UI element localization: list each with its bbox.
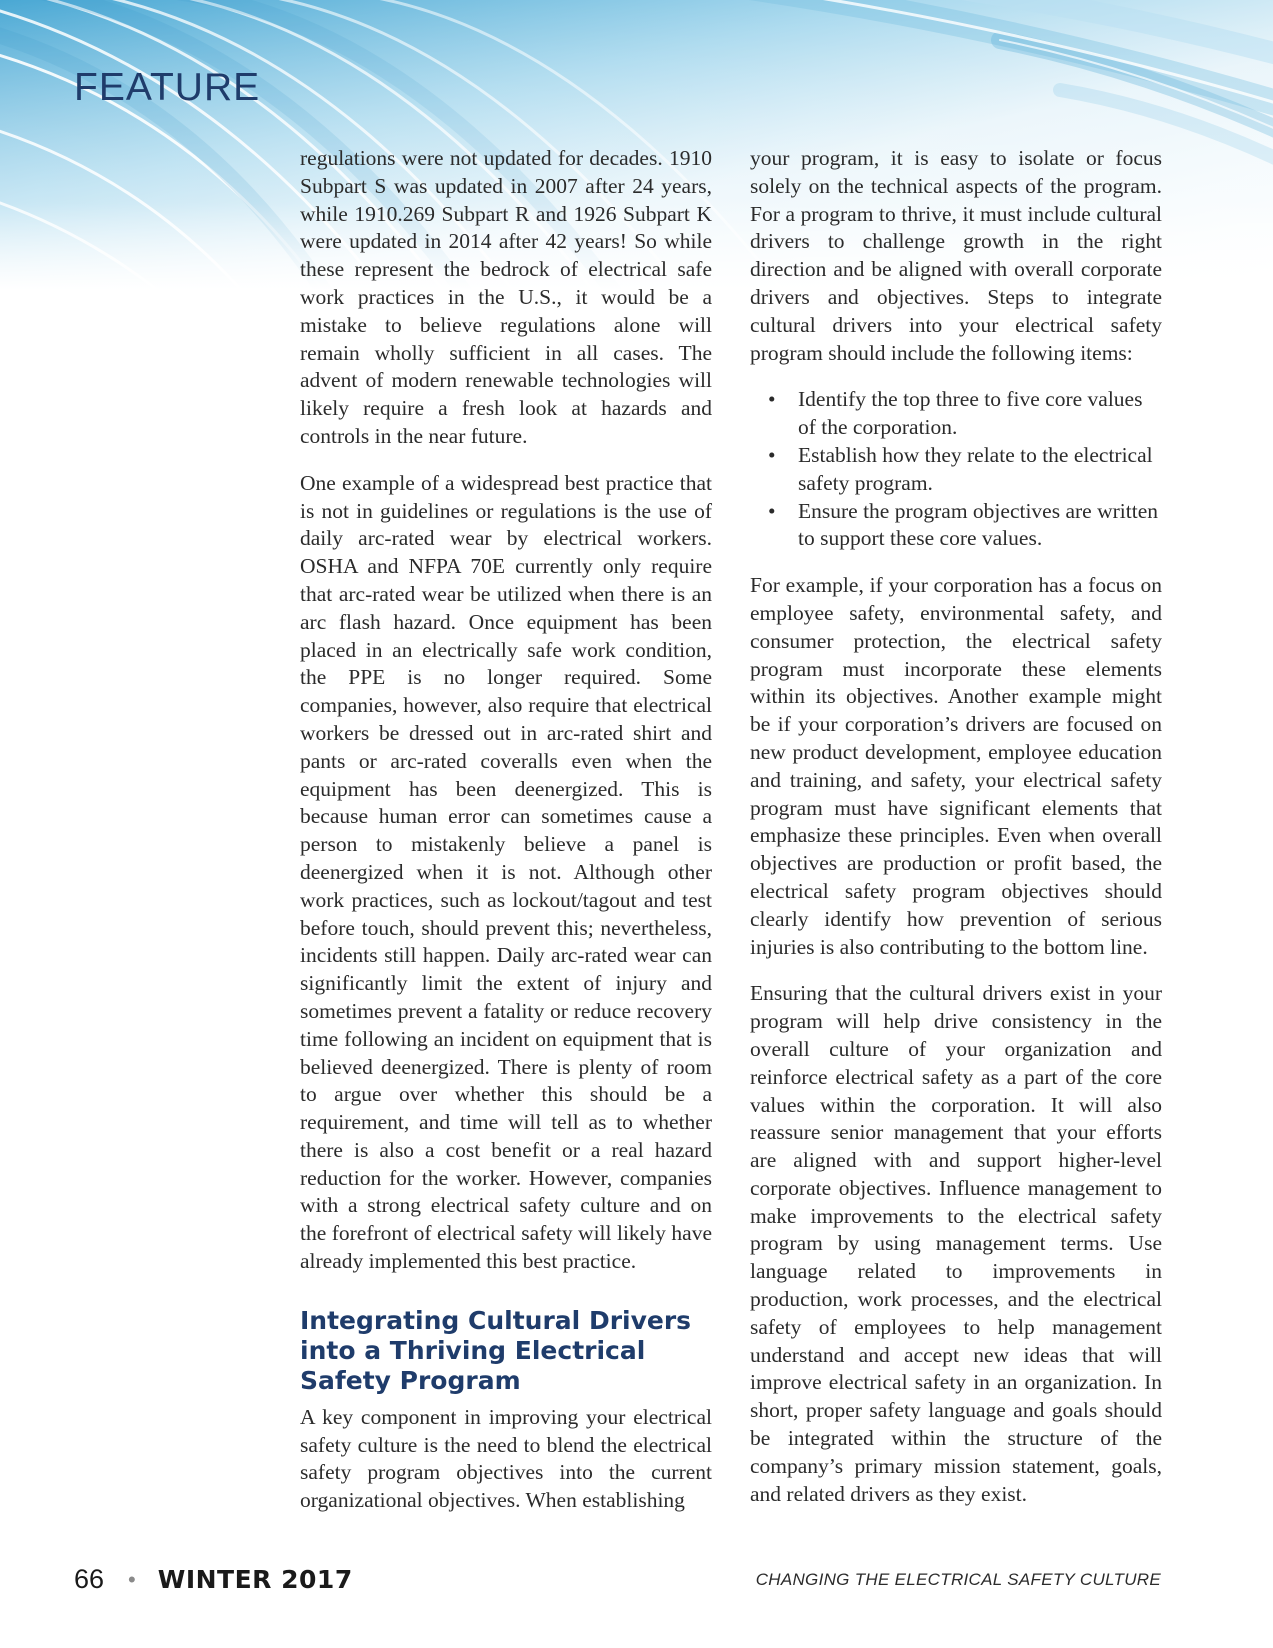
body-paragraph: A key component in improving your electrical safety culture is the need to blend the electrical safety program objectives into the current organizational objectives. When establishing	[300, 1404, 712, 1513]
page-number: 66	[74, 1564, 105, 1594]
body-paragraph: One example of a widespread best practice that is not in guidelines or regulations is the use of daily arc-rated wear by electrical workers. OSHA and NFPA 70E currently only require that arc-rated wear be utilized when there is an arc flash hazard. Once equipment has been placed in an electrically safe work condition, the PPE is no longer required. Some companies, however, also require that electrical workers be dressed out in arc-rated shirt and pants or arc-rated coveralls even when the equipment has been deenergized. This is because human error can sometimes cause a person to mistakenly believe a panel is deenergized when it is not. Although other work practices, such as lockout/tagout and test before touch, should prevent this; nevertheless, incidents still happen. Daily arc-rated wear can significantly limit the extent of injury and sometimes prevent a fatality or reduce recovery time following an incident on equipment that is believed deenergized. There is plenty of room to argue over whether this should be a requirement, and time will tell as to whether there is also a cost benefit or a real hazard reduction for the worker. However, companies with a strong electrical safety culture and on the forefront of electrical safety will likely have already implemented this best practice.	[300, 470, 712, 1274]
body-paragraph: your program, it is easy to isolate or focus solely on the technical aspects of the program. For a program to thrive, it must include cultural drivers to challenge growth in the right direction and be aligned with overall corporate drivers and objectives. Steps to integrate cultural drivers into your electrical safety program should include the following items:	[750, 146, 1162, 365]
issue-label: WINTER 2017	[157, 1565, 353, 1594]
right-column	[750, 145, 1162, 1527]
footer-separator: •	[128, 1566, 136, 1592]
body-paragraph: Ensuring that the cultural drivers exist in your program will help drive consistency in the overall culture of your organization and reinforce electrical safety as a part of the core values within the corporation. It will also reassure senior management that your efforts are aligned with and support higher-level corporate objectives. Influence management to make improvements to the electrical safety program by using management terms. Use language related to improvements in production, work processes, and the electrical safety of employees to help management understand and accept new ideas that will improve electrical safety in an organization. In short, proper safety language and goals should be integrated within the structure of the company’s primary mission statement, goals, and related drivers as they exist.	[750, 981, 1162, 1506]
list-item: • Identify the top three to five core values of the corporation.	[798, 386, 1162, 442]
section-heading: Integrating Cultural Drivers into a Thriving Electrical Safety Program	[300, 1305, 692, 1395]
running-title: CHANGING THE ELECTRICAL SAFETY CULTURE	[755, 1570, 1161, 1589]
body-paragraph: regulations were not updated for decades. 1910 Subpart S was updated in 2007 after 24 years, while 1910.269 Subpart R and 1926 Subpart K were updated in 2014 after 42 years! So while these represent the bedrock of electrical safe work practices in the U.S., it would be a mistake to believe regulations alone will remain wholly sufficient in all cases. The advent of modern renewable technologies will likely require a fresh look at hazards and controls in the near future.	[300, 146, 712, 448]
list-item: • Establish how they relate to the electrical safety program.	[798, 442, 1162, 498]
list-item: • Ensure the program objectives are written to support these core values.	[798, 498, 1162, 554]
body-paragraph: For example, if your corporation has a focus on employee safety, environmental safety, and consumer protection, the electrical safety program must incorporate these elements within its objectives. Another example might be if your corporation’s drivers are focused on new product development, employee education and training, and safety, your electrical safety program must have significant elements that emphasize these principles. Even when overall objectives are production or profit based, the electrical safety program objectives should clearly identify how prevention of serious injuries is also contributing to the bottom line.	[750, 573, 1162, 959]
left-column	[300, 145, 712, 1534]
bullet-list	[750, 386, 1162, 553]
section-label: FEATURE	[74, 66, 261, 109]
page-footer	[74, 1564, 353, 1595]
